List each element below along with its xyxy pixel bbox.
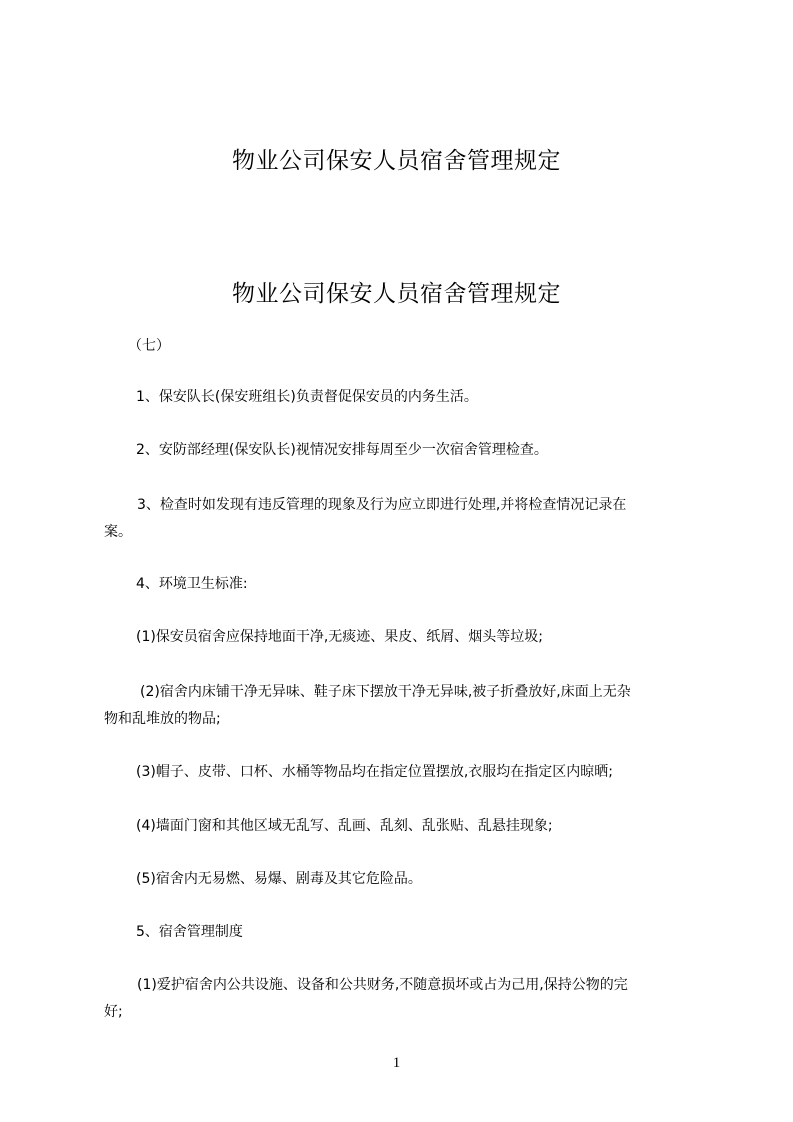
paragraph-line: 2、安防部经理(保安队长)视情况安排每周至少一次宿舍管理检查。 (136, 442, 548, 458)
paragraph-9 (136, 866, 740, 893)
paragraph-line: 物和乱堆放的物品; (104, 711, 221, 727)
paragraph-line: (1)保安员宿舍应保持地面干净,无痰迹、果皮、纸屑、烟头等垃圾; (136, 629, 543, 645)
paragraph-8 (136, 813, 740, 840)
paragraph-4 (136, 571, 740, 598)
paragraph-line: (4)墙面门窗和其他区域无乱写、乱画、乱刻、乱张贴、乱悬挂现象; (136, 818, 553, 834)
paragraph-1 (136, 384, 740, 411)
paragraph-line: 1、保安队长(保安班组长)负责督促保安员的内务生活。 (136, 389, 478, 405)
paragraph-line: 案。 (104, 524, 132, 540)
paragraph-line: (2)宿舍内床铺干净无异味、鞋子床下摆放干净无异味,被子折叠放好,床面上无杂 (140, 684, 631, 700)
paragraph-10 (136, 919, 740, 946)
paragraph-5 (136, 624, 740, 651)
paragraph-line: (5)宿舍内无易燃、易爆、剧毒及其它危险品。 (136, 871, 422, 887)
paragraph-line: (1)爱护宿舍内公共设施、设备和公共财务,不随意损坏或占为己用,保持公物的完 (137, 977, 628, 993)
paragraph-line: 3、检查时如发现有违反管理的现象及行为应立即进行处理,并将检查情况记录在 (137, 497, 627, 513)
paragraph-7 (136, 759, 740, 786)
header-title: 物业公司保安人员宿舍管理规定 (232, 148, 561, 174)
paragraph-line: (3)帽子、皮带、口杯、水桶等物品均在指定位置摆放,衣服均在指定区内晾晒; (136, 764, 613, 780)
page-number: 1 (392, 1055, 401, 1071)
section-marker: （七） (128, 338, 170, 354)
paragraph-line: 好; (104, 1004, 123, 1020)
paragraph-11 (104, 972, 708, 1026)
main-title: 物业公司保安人员宿舍管理规定 (232, 281, 561, 307)
paragraph-line: 4、环境卫生标准: (136, 576, 248, 592)
paragraph-2 (136, 437, 740, 464)
paragraph-6 (104, 679, 708, 733)
paragraph-line: 5、宿舍管理制度 (136, 924, 243, 940)
paragraph-3 (104, 492, 708, 546)
